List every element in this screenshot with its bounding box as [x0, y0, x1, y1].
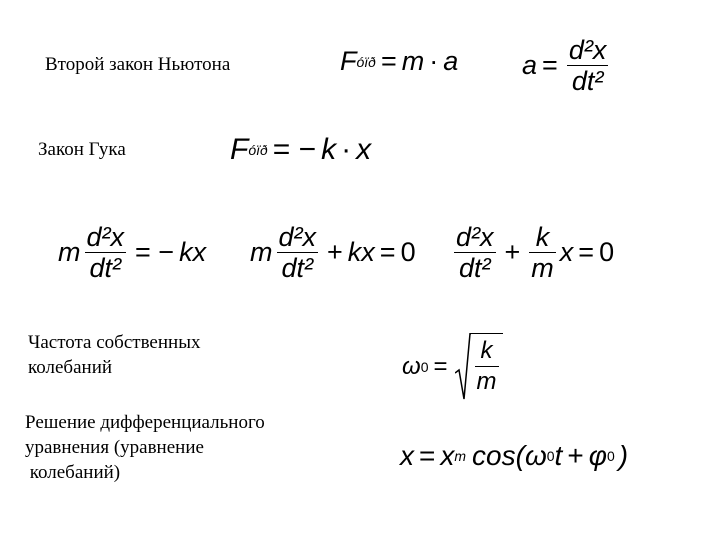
symbol-m: m [401, 46, 425, 76]
formula-acceleration: a = $\frac{\text{d²x}}{\text{dt²}}$ [522, 35, 607, 96]
numerator: d²x [86, 222, 125, 252]
symbol-zero: 0 [400, 237, 416, 267]
x-subscript: m [454, 448, 467, 464]
formula-eq3: $\frac{\text{d²x}}{\text{dt²}}$ + $\frac{k}{m}$ x = 0 [456, 222, 615, 283]
symbol-zero: 0 [599, 237, 615, 267]
numerator: d²x [278, 222, 317, 252]
numerator: k [535, 222, 550, 252]
symbol-cos: cos( [472, 440, 525, 471]
sqrt-radical [455, 333, 503, 401]
symbol-close-paren: ) [618, 440, 629, 471]
label-natural-frequency [28, 330, 200, 380]
label-line: Частота собственных [28, 332, 201, 353]
fraction-d2x-dt2 [454, 222, 496, 283]
symbol-x: x [361, 237, 375, 267]
fraction-d2x-dt2 [567, 35, 609, 96]
symbol-m: m [58, 237, 81, 267]
denominator: dt² [281, 253, 314, 283]
fraction-k-m [475, 336, 499, 397]
denominator: dt² [459, 253, 491, 283]
symbol-a: a [443, 46, 459, 76]
symbol-x: x [192, 237, 207, 267]
label-line: уравнения (уравнение [25, 437, 204, 458]
fraction-k-m [529, 222, 556, 283]
fraction-d2x-dt2 [277, 222, 319, 283]
symbol-k: k [321, 133, 337, 166]
symbol-phi: φ [588, 440, 607, 471]
formula-eq1: m $\frac{\text{d²x}}{\text{dt²}}$ = − k x [58, 222, 207, 283]
formula-solution: x = x m cos( ω 0 t + φ 0 ) [400, 440, 629, 471]
denominator: m [531, 253, 554, 283]
symbol-a: a [522, 50, 538, 80]
symbol-x: x [440, 440, 455, 471]
formula-newton-force: F óïð = m · a [340, 46, 459, 76]
label-newton-second-law: Второй закон Ньютона [45, 54, 231, 75]
formula-hooke: F óïð = − k · x [230, 133, 372, 166]
denominator: dt² [89, 253, 122, 283]
label-solution [25, 410, 265, 485]
symbol-omega: ω [402, 353, 421, 380]
symbol-f-subscript: óïð [248, 142, 268, 158]
phi-subscript: 0 [606, 448, 615, 464]
symbol-x: x [559, 237, 574, 267]
fraction-d2x-dt2 [85, 222, 127, 283]
omega-subscript: 0 [546, 448, 555, 464]
formula-natural-frequency: ω 0 = $\frac{k}{m}$ [402, 333, 503, 401]
numerator: d²x [456, 222, 494, 252]
label-line: колебаний) [25, 462, 121, 483]
symbol-f: F [340, 46, 357, 76]
numerator: k [480, 337, 493, 364]
symbol-t: t [554, 440, 563, 471]
denominator: dt² [571, 66, 604, 96]
symbol-k: k [347, 237, 362, 267]
symbol-f: F [230, 133, 249, 166]
label-hooke-law: Закон Гука [38, 139, 126, 160]
symbol-f-subscript: óïð [356, 53, 376, 70]
formula-eq2: m $\frac{\text{d²x}}{\text{dt²}}$ + k x = 0 [250, 222, 416, 283]
radical-sign-icon [455, 333, 471, 401]
symbol-x: x [356, 133, 372, 166]
label-line: Решение дифференциального [25, 412, 265, 433]
omega-subscript: 0 [420, 359, 429, 375]
denominator: m [476, 368, 497, 395]
label-line: колебаний [28, 357, 113, 378]
numerator: d²x [568, 35, 607, 65]
symbol-omega: ω [524, 440, 547, 471]
symbol-x: x [400, 440, 414, 471]
symbol-m: m [250, 237, 273, 267]
symbol-k: k [179, 237, 193, 267]
